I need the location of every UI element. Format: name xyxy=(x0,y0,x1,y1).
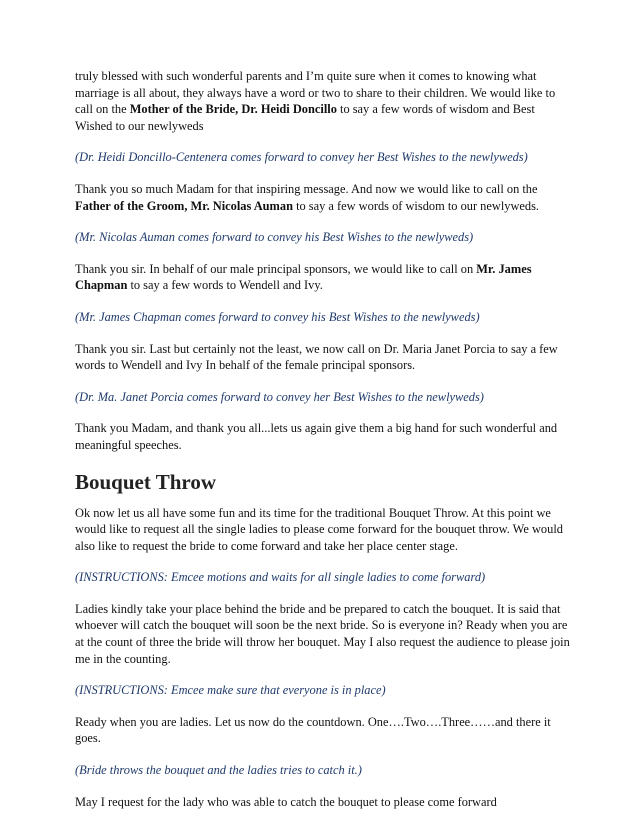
paragraph-thanks: Thank you Madam, and thank you all...lets us again give them a big hand for such wonderful and meaningful speeches. xyxy=(75,421,558,452)
stage-direction: (Dr. Heidi Doncillo-Centenera comes forward to convey her Best Wishes to the newlyweds) xyxy=(75,150,528,165)
paragraph-bouquet-intro: Ok now let us all have some fun and its time for the traditional Bouquet Throw. At this point we would like to request all the single ladies to please come forward for the bouquet throw. We would also like to request the bride to come forward and take her place center stage. xyxy=(75,505,563,553)
stage-direction: (Mr. James Chapman comes forward to convey his Best Wishes to the newlyweds) xyxy=(75,309,480,324)
bold-name: Father of the Groom, Mr. Nicolas Auman xyxy=(75,198,293,213)
bold-name: Mother of the Bride, Dr. Heidi Doncillo xyxy=(129,102,337,117)
paragraph-female-sponsors: Thank you sir. Last but certainly not the least, we now call on Dr. Maria Janet Porcia to say a few words to Wendell and Ivy In behalf of the female principal sponsors. xyxy=(75,341,558,373)
text-run: truly blessed with such wonderful parents and I’m quite sure when it comes to knowing what marriage is all about, they always have a word or two to share to their children. We would like to call on the xyxy=(75,69,556,117)
paragraph-catcher-request: May I request for the lady who was able to catch the bouquet to please come forward xyxy=(75,794,497,809)
text-run: to say a few words to Wendell and Ivy. xyxy=(127,278,323,293)
text-run: Thank you so much Madam for that inspiring message. And now we would like to call on the xyxy=(75,181,538,196)
stage-direction: (Dr. Ma. Janet Porcia comes forward to convey her Best Wishes to the newlyweds) xyxy=(75,389,484,404)
stage-direction: (Bride throws the bouquet and the ladies tries to catch it.) xyxy=(75,763,362,778)
paragraph-father-of-groom xyxy=(75,181,570,214)
paragraph-bouquet-instructions: Ladies kindly take your place behind the bride and be prepared to catch the bouquet. It is said that whoever will catch the bouquet will soon be the next bride. So is everyone in? Ready when you are at the count of three the bride will throw her bouquet. May I also request the audience to please join me in the counting. xyxy=(75,601,570,666)
paragraph-countdown: Ready when you are ladies. Let us now do the countdown. One….Two….Three……and there it goes. xyxy=(75,714,551,746)
paragraph-mother-of-bride xyxy=(75,68,570,134)
stage-direction: (INSTRUCTIONS: Emcee make sure that everyone is in place) xyxy=(75,683,386,698)
section-heading: Bouquet Throw xyxy=(75,469,217,494)
stage-direction: (Mr. Nicolas Auman comes forward to convey his Best Wishes to the newlyweds) xyxy=(75,230,474,245)
text-run: to say a few words of wisdom and Best Wished to our newlyweds xyxy=(75,102,535,133)
paragraph-male-sponsors xyxy=(75,261,570,294)
text-run: Thank you sir. In behalf of our male principal sponsors, we would like to call on xyxy=(75,261,477,276)
stage-direction: (INSTRUCTIONS: Emcee motions and waits for all single ladies to come forward) xyxy=(75,570,486,585)
text-run: to say a few words of wisdom to our newlyweds. xyxy=(292,198,540,213)
bold-name: Mr. James Chapman xyxy=(75,261,532,293)
document-page xyxy=(75,68,570,825)
